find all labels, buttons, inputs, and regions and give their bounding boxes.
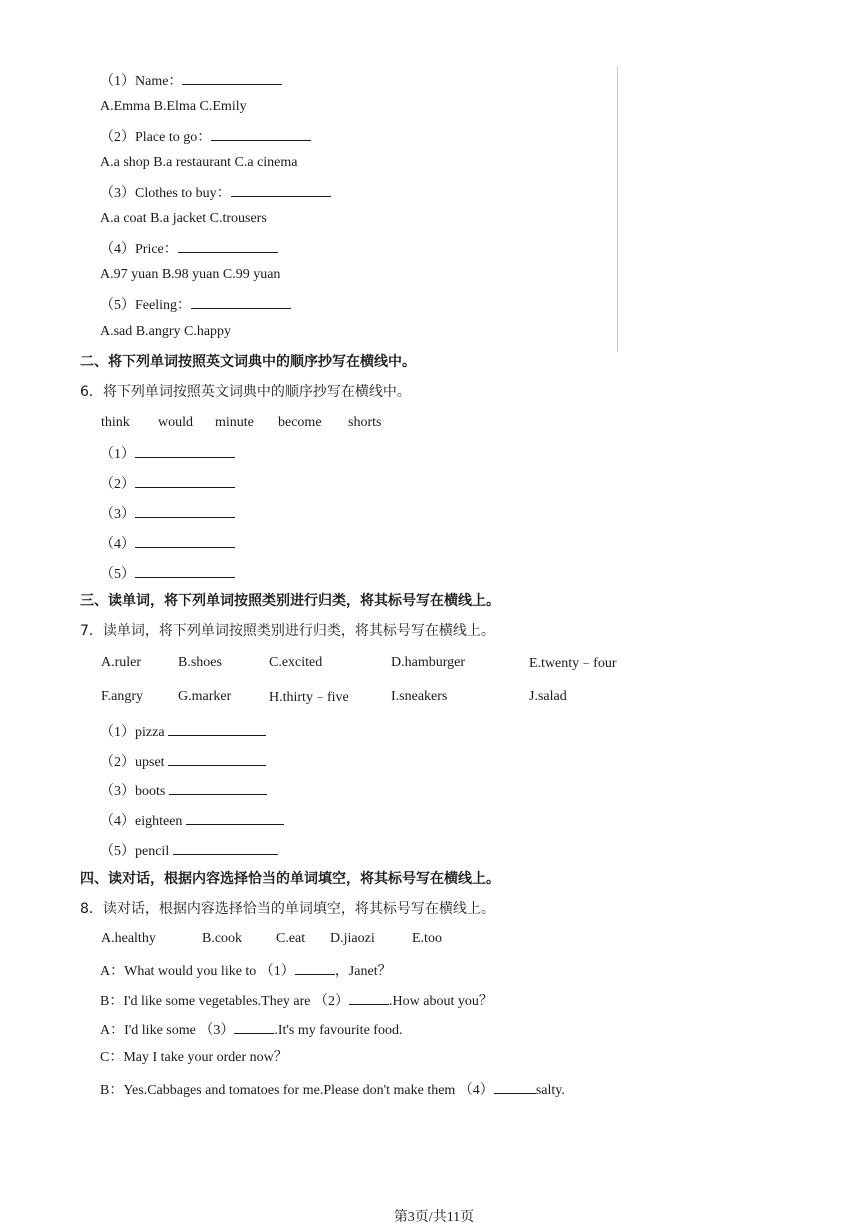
dialogue-line-3 <box>100 1019 402 1040</box>
section4-heading: 四、读对话，根据内容选择恰当的单词填空，将其标号写在横线上。 <box>80 871 500 887</box>
q7-item-1 <box>100 721 266 742</box>
q6-blank-3 <box>100 503 235 524</box>
answer-blank[interactable] <box>211 126 311 141</box>
word-option: D.jiaozi <box>330 931 375 946</box>
answer-blank[interactable] <box>494 1079 536 1094</box>
dialogue-text: .How about you？ <box>389 994 493 1009</box>
q5-item-4-label: （4）Price： <box>100 242 178 257</box>
word-option: E.too <box>412 931 442 946</box>
dialogue-line-2 <box>100 990 493 1011</box>
word-list <box>101 414 381 432</box>
dialogue-text: ，Janet？ <box>334 964 392 979</box>
q7-item-label: （3）boots <box>100 784 166 799</box>
q5-item-1-label: （1）Name： <box>100 74 183 89</box>
blank-number: （5） <box>100 567 135 582</box>
answer-blank[interactable] <box>168 721 266 736</box>
word-option: J.salad <box>529 689 567 704</box>
word: would <box>158 415 193 430</box>
q5-options-5: A.sad B.angry C.happy <box>100 324 232 339</box>
q7-item-5 <box>100 840 278 861</box>
q7-item-label: （1）pizza <box>100 725 165 740</box>
word: shorts <box>348 415 382 430</box>
word-option: A.healthy <box>101 931 156 946</box>
answer-blank[interactable] <box>231 182 331 197</box>
question-7: 7．读单词，将下列单词按照类别进行归类，将其标号写在横线上。 <box>80 623 495 639</box>
answer-blank[interactable] <box>135 563 235 578</box>
q5-options-1: A.Emma B.Elma C.Emily <box>100 99 247 114</box>
answer-blank[interactable] <box>295 960 335 975</box>
dialogue-text: A：I'd like some （3） <box>100 1023 235 1038</box>
word: become <box>278 415 322 430</box>
q5-item-1 <box>100 70 282 91</box>
q5-item-2-label: （2）Place to go： <box>100 130 212 145</box>
answer-blank[interactable] <box>169 780 267 795</box>
answer-blank[interactable] <box>186 810 284 825</box>
q7-item-label: （4）eighteen <box>100 814 183 829</box>
q5-options-4: A.97 yuan B.98 yuan C.99 yuan <box>100 267 281 282</box>
word-option: F.angry <box>101 689 144 704</box>
q5-item-3 <box>100 182 331 203</box>
blank-number: （1） <box>100 447 135 462</box>
q5-item-5-label: （5）Feeling： <box>100 298 191 313</box>
section2-heading: 二、将下列单词按照英文词典中的顺序抄写在横线中。 <box>80 354 416 370</box>
answer-blank[interactable] <box>173 840 278 855</box>
q6-blank-4 <box>100 533 235 554</box>
dialogue-text: A：What would you like to （1） <box>100 964 295 979</box>
blank-number: （4） <box>100 537 135 552</box>
answer-blank[interactable] <box>135 533 235 548</box>
q5-options-2: A.a shop B.a restaurant C.a cinema <box>100 155 298 170</box>
answer-blank[interactable] <box>135 503 235 518</box>
word-option: C.eat <box>276 931 306 946</box>
dialogue-text: B：I'd like some vegetables.They are （2） <box>100 994 350 1009</box>
answer-blank[interactable] <box>135 473 235 488</box>
q7-item-2 <box>100 751 266 772</box>
dialogue-line-4 <box>100 1049 288 1067</box>
dialogue-text: salty. <box>535 1083 565 1098</box>
word-option: I.sneakers <box>391 689 448 704</box>
answer-blank[interactable] <box>182 70 282 85</box>
dialogue-line-1 <box>100 960 392 981</box>
q7-item-4 <box>100 810 284 831</box>
word-option: D.hamburger <box>391 655 465 670</box>
q6-blank-5 <box>100 563 235 584</box>
word-option: G.marker <box>178 689 232 704</box>
question-6: 6．将下列单词按照英文词典中的顺序抄写在横线中。 <box>80 384 411 400</box>
q7-item-3 <box>100 780 267 801</box>
q7-item-label: （5）pencil <box>100 844 170 859</box>
answer-blank[interactable] <box>178 238 278 253</box>
word-option: B.shoes <box>178 655 222 670</box>
dialogue-line-5 <box>100 1079 565 1100</box>
word-option: B.cook <box>202 931 243 946</box>
word-option: E.twenty﹣four <box>529 656 617 671</box>
q5-item-2 <box>100 126 311 147</box>
column-divider <box>617 66 618 352</box>
dialogue-text: C：May I take your order now？ <box>100 1050 288 1065</box>
answer-blank[interactable] <box>234 1019 274 1034</box>
section3-heading: 三、读单词，将下列单词按照类别进行归类，将其标号写在横线上。 <box>80 593 500 609</box>
word-option: H.thirty﹣five <box>269 690 349 705</box>
answer-blank[interactable] <box>168 751 266 766</box>
word: think <box>101 415 130 430</box>
q7-item-label: （2）upset <box>100 755 165 770</box>
dialogue-text: .It's my favourite food. <box>274 1023 403 1038</box>
q5-options-3: A.a coat B.a jacket C.trousers <box>100 211 267 226</box>
q5-item-3-label: （3）Clothes to buy： <box>100 186 231 201</box>
blank-number: （3） <box>100 507 135 522</box>
q6-blank-1 <box>100 443 235 464</box>
word: minute <box>215 415 254 430</box>
q5-item-4 <box>100 238 278 259</box>
word-option: C.excited <box>269 655 323 670</box>
blank-number: （2） <box>100 477 135 492</box>
page-footer: 第3页/共11页 <box>393 1210 475 1225</box>
word-option: A.ruler <box>101 655 142 670</box>
dialogue-text: B：Yes.Cabbages and tomatoes for me.Please don't make them （4） <box>100 1083 494 1098</box>
question-8: 8．读对话，根据内容选择恰当的单词填空，将其标号写在横线上。 <box>80 901 495 917</box>
q5-item-5 <box>100 294 291 315</box>
answer-blank[interactable] <box>349 990 389 1005</box>
answer-blank[interactable] <box>135 443 235 458</box>
q6-blank-2 <box>100 473 235 494</box>
answer-blank[interactable] <box>191 294 291 309</box>
